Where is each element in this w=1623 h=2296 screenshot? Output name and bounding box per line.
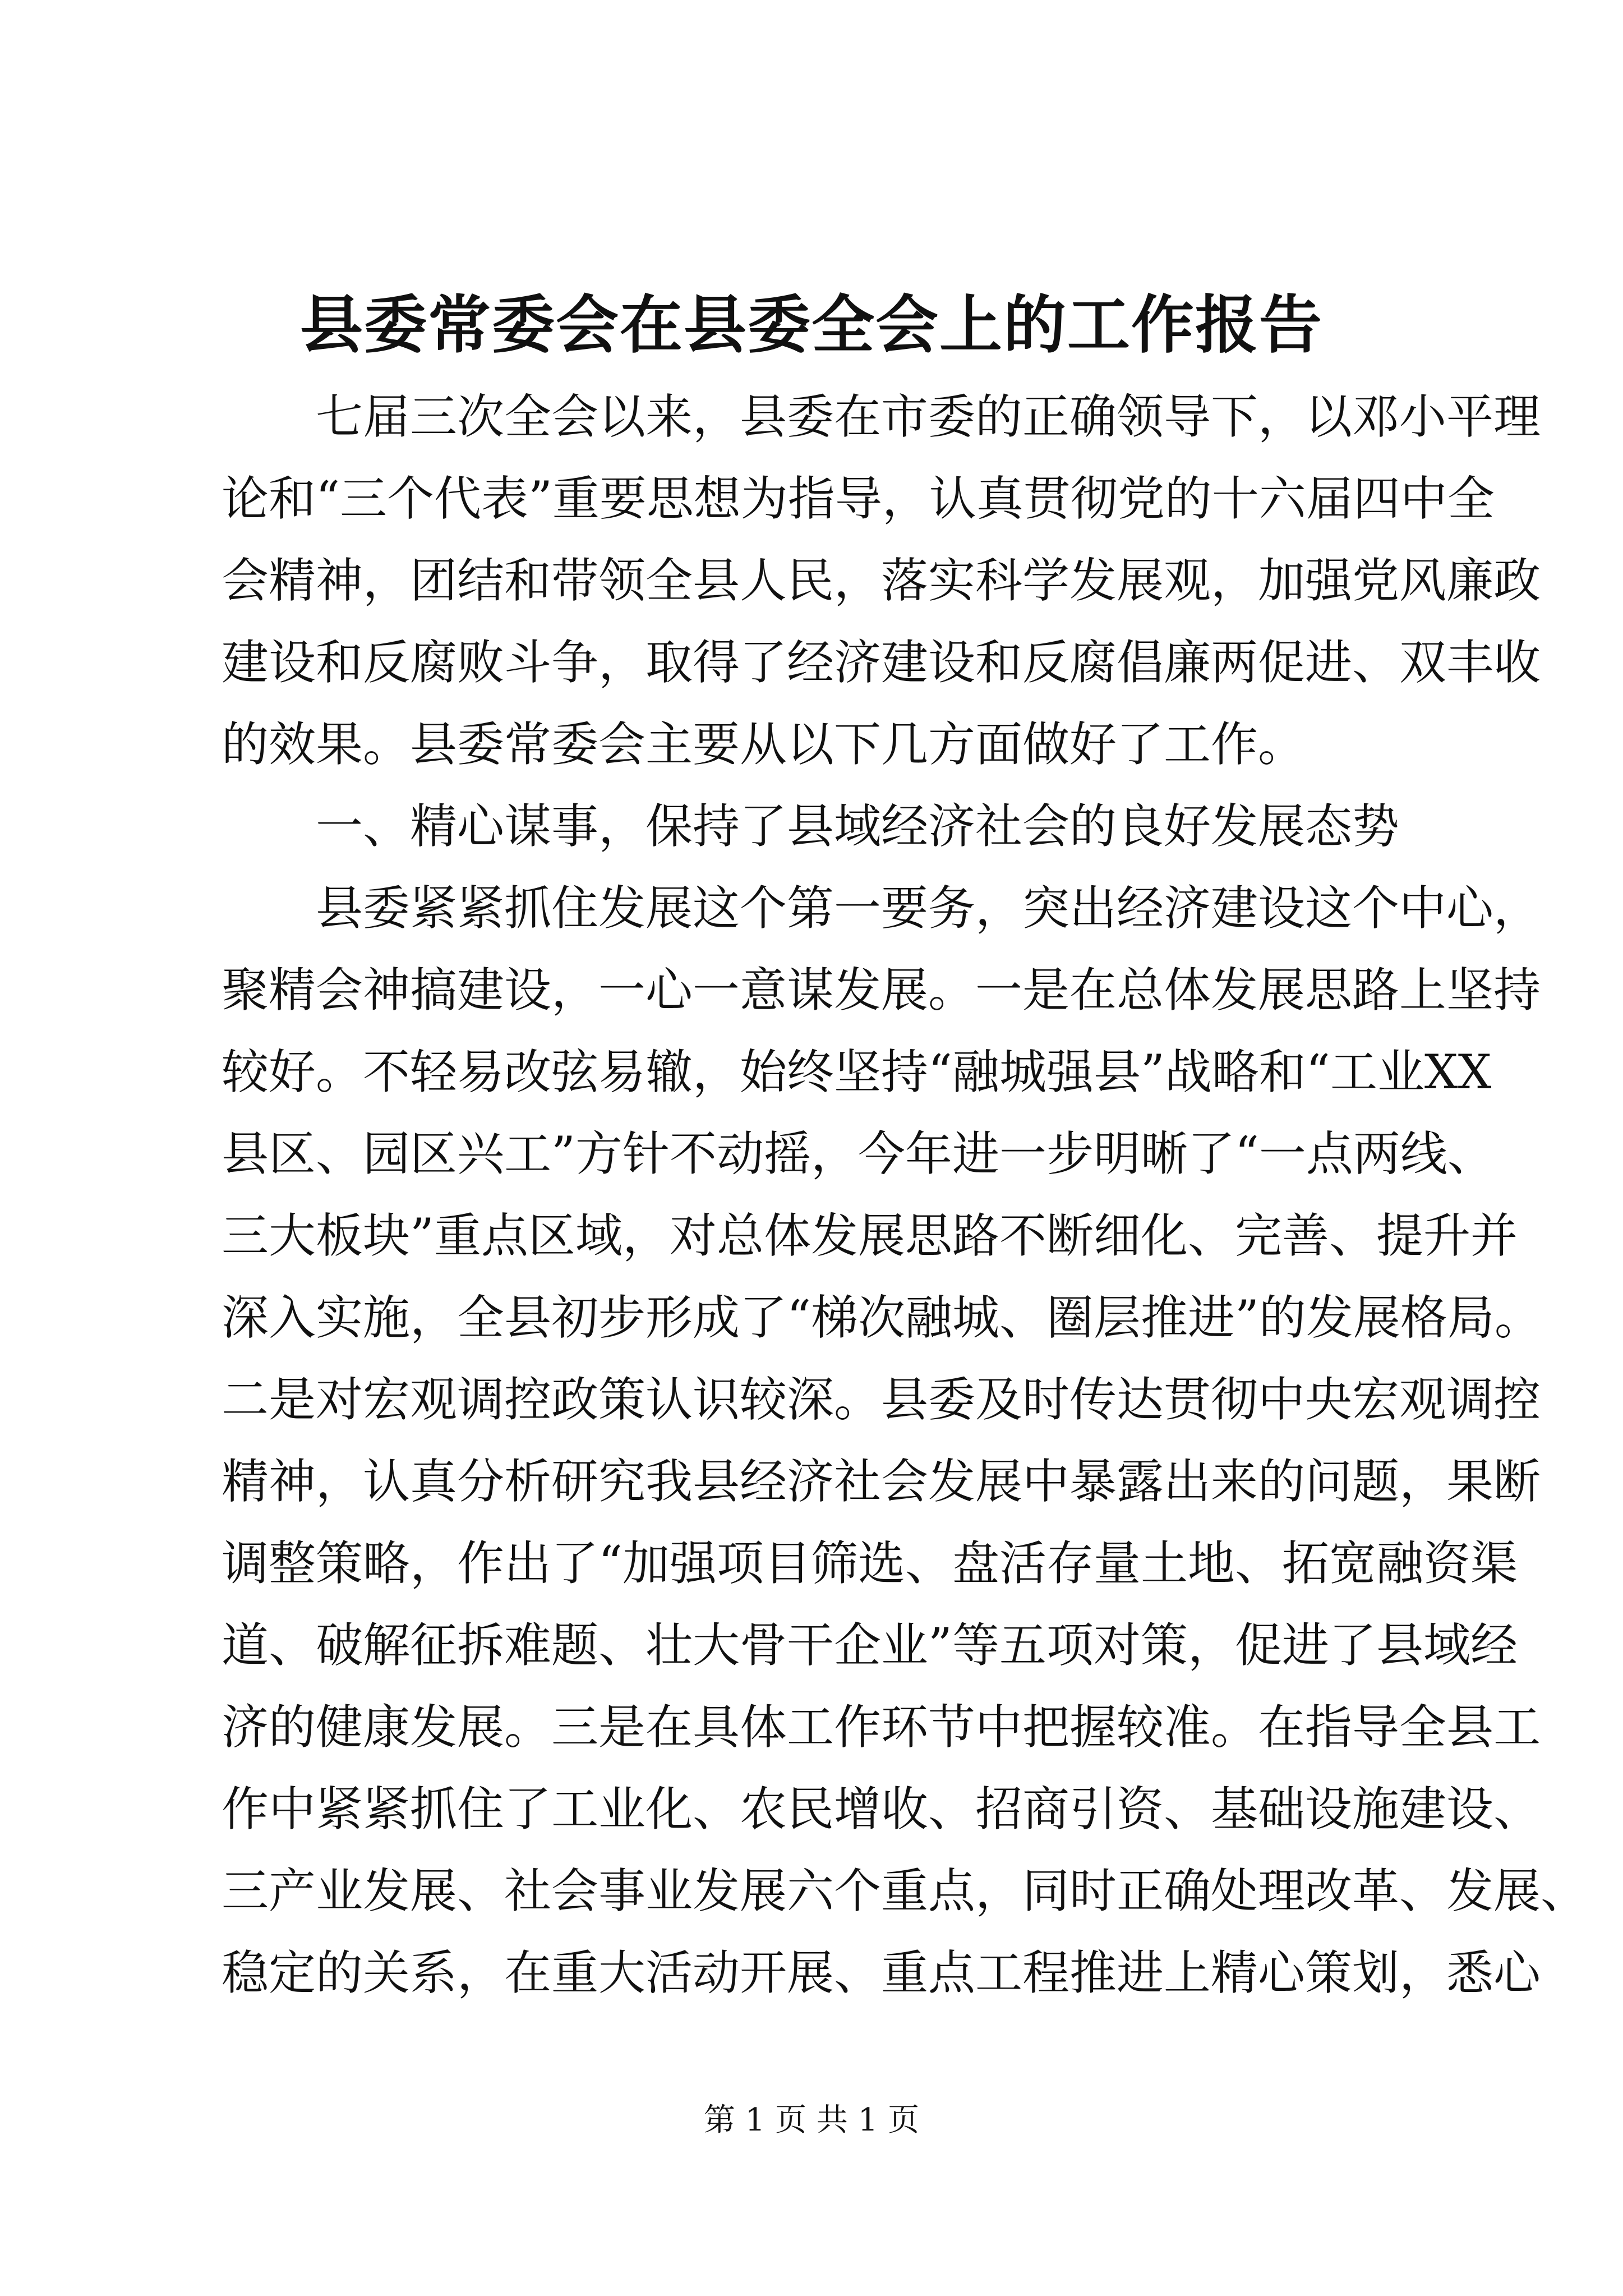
text-line: 论和“三个代表”重要思想为指导，认真贯彻党的十六届四中全 <box>222 471 1495 526</box>
page-number-footer: 第 1 页 共 1 页 <box>703 2102 920 2138</box>
text-line: 精神，认真分析研究我县经济社会发展中暴露出来的问题，果断 <box>222 1454 1541 1509</box>
text-line: 的效果。县委常委会主要从以下几方面做好了工作。 <box>222 717 1306 772</box>
document-body <box>222 376 1588 2014</box>
text-line: 三大板块”重点区域，对总体发展思路不断细化、完善、提升并 <box>222 1208 1518 1263</box>
text-line: 较好。不轻易改弦易辙，始终坚持“融城强县”战略和“工业XX <box>222 1045 1492 1099</box>
text-line: 会精神，团结和带领全县人民，落实科学发展观，加强党风廉政 <box>222 553 1541 608</box>
text-line: 道、破解征拆难题、壮大骨干企业”等五项对策，促进了县域经 <box>222 1618 1518 1673</box>
text-line: 调整策略，作出了“加强项目筛选、盘活存量土地、拓宽融资渠 <box>222 1536 1518 1591</box>
document-title: 县委常委会在县委全会上的工作报告 <box>300 288 1323 362</box>
text-line: 深入实施，全县初步形成了“梯次融城、圈层推进”的发展格局。 <box>222 1290 1542 1345</box>
text-line: 聚精会神搞建设，一心一意谋发展。一是在总体发展思路上坚持 <box>222 963 1541 1018</box>
text-line: 作中紧紧抓住了工业化、农民增收、招商引资、基础设施建设、 <box>222 1782 1541 1837</box>
text-line: 二是对宏观调控政策认识较深。县委及时传达贯彻中央宏观调控 <box>222 1372 1541 1427</box>
text-line: 济的健康发展。三是在具体工作环节中把握较准。在指导全县工 <box>222 1700 1541 1755</box>
text-line: 七届三次全会以来，县委在市委的正确领导下，以邓小平理 <box>316 389 1541 444</box>
text-line: 县区、园区兴工”方针不动摇，今年进一步明晰了“一点两线、 <box>222 1126 1495 1181</box>
text-line: 建设和反腐败斗争，取得了经济建设和反腐倡廉两促进、双丰收 <box>222 635 1541 690</box>
section-heading: 一、精心谋事，保持了县域经济社会的良好发展态势 <box>316 799 1400 854</box>
text-line: 县委紧紧抓住发展这个第一要务，突出经济建设这个中心， <box>316 881 1541 936</box>
text-line: 稳定的关系，在重大活动开展、重点工程推进上精心策划，悉心 <box>222 1945 1541 2000</box>
text-line: 三产业发展、社会事业发展六个重点，同时正确处理改革、发展、 <box>222 1864 1588 1918</box>
